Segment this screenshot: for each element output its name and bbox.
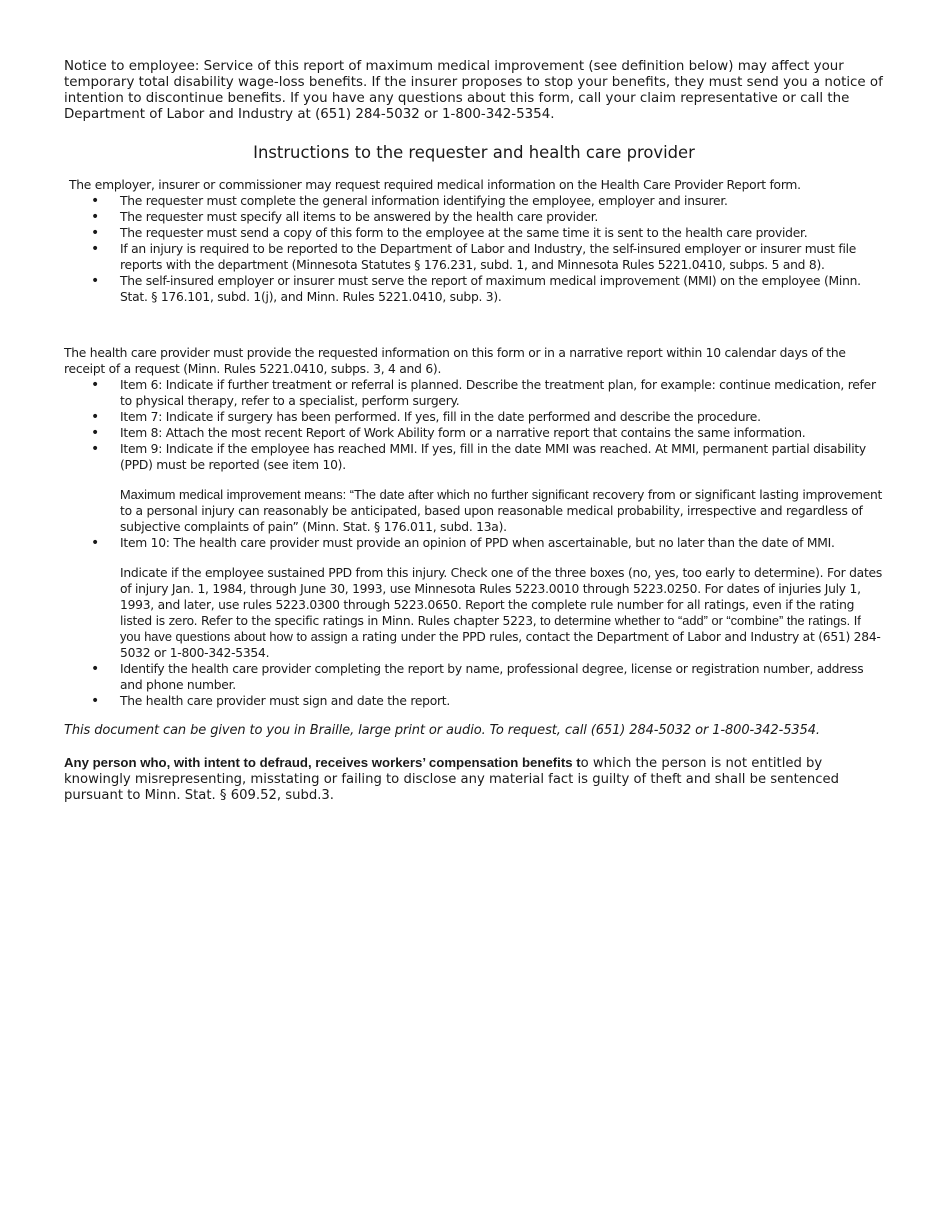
list-item-text: Item 6: Indicate if further treatment or referral is planned. Describe the treatment plan, for example: continue medication, refer to physical therapy, refer to a specialist, perform surgery. — [120, 378, 876, 408]
bullet-icon: • — [91, 209, 100, 225]
list-item-text: Item 7: Indicate if surgery has been performed. If yes, fill in the date performed and describe the procedure. — [120, 410, 761, 424]
list-item-text: The requester must complete the general information identifying the employee, employer and insurer. — [120, 194, 728, 208]
notice-to-employee: Notice to employee: Service of this report of maximum medical improvement (see definition below) may affect your temporary total disability wage-loss benefits. If the insurer proposes to stop your benefits, they must send you a notice of intention to discontinue benefits. If you have any questions about this form, call your claim representative or call the Department of Labor and Industry at (651) 284-5032 or 1-800-342-5354. — [64, 59, 883, 122]
bullet-icon: • — [91, 425, 100, 441]
instructions-heading: Instructions to the requester and health care provider — [253, 143, 695, 162]
mmi-definition — [120, 487, 884, 535]
list-item-identify — [64, 661, 884, 693]
provider-instructions-list — [64, 377, 884, 709]
bullet-icon: • — [91, 441, 100, 457]
list-item-item10 — [64, 535, 884, 661]
list-item-item6 — [64, 377, 884, 409]
bullet-icon: • — [91, 377, 100, 393]
bullet-icon: • — [91, 535, 100, 551]
list-item — [64, 273, 884, 305]
bullet-icon: • — [91, 409, 100, 425]
list-item — [64, 225, 884, 241]
list-item-sign — [64, 693, 884, 709]
list-item-text: The requester must send a copy of this form to the employee at the same time it is sent to the health care provider. — [120, 226, 808, 240]
list-item-text: Identify the health care provider completing the report by name, professional degree, license or registration number, address and phone number. — [120, 662, 864, 692]
instructions-page — [64, 59, 884, 804]
list-item-text: The health care provider must sign and date the report. — [120, 694, 451, 708]
bullet-icon: • — [91, 225, 100, 241]
list-item-text: Item 10: The health care provider must provide an opinion of PPD when ascertainable, but no later than the date of MMI. — [120, 536, 835, 550]
requester-intro: The employer, insurer or commissioner may request required medical information on the Health Care Provider Report form. — [69, 178, 801, 192]
list-item-text: Item 8: Attach the most recent Report of Work Ability form or a narrative report that contains the same information. — [120, 426, 806, 440]
mmi-definition-rest: recovery from or significant lasting improvement to a personal injury can reasonably be anticipated, based upon reasonable medical probability, irrespective and regardless of subjective complaints of pain” (Minn. Stat. § 176.011, subd. 13a). — [120, 488, 883, 534]
bullet-icon: • — [91, 661, 100, 677]
fraud-warning — [64, 755, 884, 804]
list-item-text: The requester must specify all items to be answered by the health care provider. — [120, 210, 599, 224]
ppd-instructions — [120, 565, 884, 661]
list-item-item9 — [64, 441, 884, 535]
ppd-instructions-part-a: Indicate if the employee sustained PPD from this injury. Check one of the three boxes (no, yes, too early to determine). For dates of injury Jan. 1, 1984, through June 30, 1993, use Minnesota Rules 5223.0010 through 5223.0250. For dates of injuries July 1, 1993, and later, use rules 5223.0300 through 5223.0650. Report the complete rule number for all ratings, even if the rating listed is zero. Refer to the specific ratings in Minn. Rules chapter 5223, — [120, 566, 882, 628]
list-item-item7 — [64, 409, 884, 425]
list-item — [64, 209, 884, 225]
list-item — [64, 241, 884, 273]
mmi-definition-lead: Maximum medical improvement means: “The date after which no further significant — [120, 487, 589, 502]
ppd-instructions-part-b: to determine whether to “add” or “combine” the ratings. If you have questions about how to assign a — [120, 613, 861, 644]
accessibility-notice: This document can be given to you in Braille, large print or audio. To request, call (651) 284-5032 or 1-800-342-5354. — [64, 723, 820, 738]
bullet-icon: • — [91, 273, 100, 289]
fraud-warning-bold: Any person who, with intent to defraud, receives workers’ compensation benefits t — [64, 755, 581, 770]
bullet-icon: • — [91, 241, 100, 257]
requester-instructions-list — [64, 193, 884, 305]
list-item — [64, 193, 884, 209]
list-item-text: If an injury is required to be reported to the Department of Labor and Industry, the self-insured employer or insurer must file reports with the department (Minnesota Statutes § 176.231, subd. 1, and Minnesota Rules 5221.0410, subps. 5 and 8). — [120, 242, 857, 272]
bullet-icon: • — [91, 193, 100, 209]
provider-intro: The health care provider must provide the requested information on this form or in a narrative report within 10 calendar days of the receipt of a request (Minn. Rules 5221.0410, subps. 3, 4 and 6). — [64, 346, 846, 376]
ppd-instructions-part-c: rating under the PPD rules, contact the Department of Labor and Industry at (651) 284-5032 or 1-800-342-5354. — [120, 630, 881, 660]
list-item-text: Item 9: Indicate if the employee has reached MMI. If yes, fill in the date MMI was reached. At MMI, permanent partial disability (PPD) must be reported (see item 10). — [120, 442, 866, 472]
fraud-warning-rest: o which the person is not entitled by knowingly misrepresenting, misstating or failing to disclose any material fact is guilty of theft and shall be sentenced pursuant to Minn. Stat. § 609.52, subd.3. — [64, 756, 840, 803]
list-item-item8 — [64, 425, 884, 441]
bullet-icon: • — [91, 693, 100, 709]
list-item-text: The self-insured employer or insurer must serve the report of maximum medical improvement (MMI) on the employee (Minn. Stat. § 176.101, subd. 1(j), and Minn. Rules 5221.0410, subp. 3). — [120, 274, 861, 304]
